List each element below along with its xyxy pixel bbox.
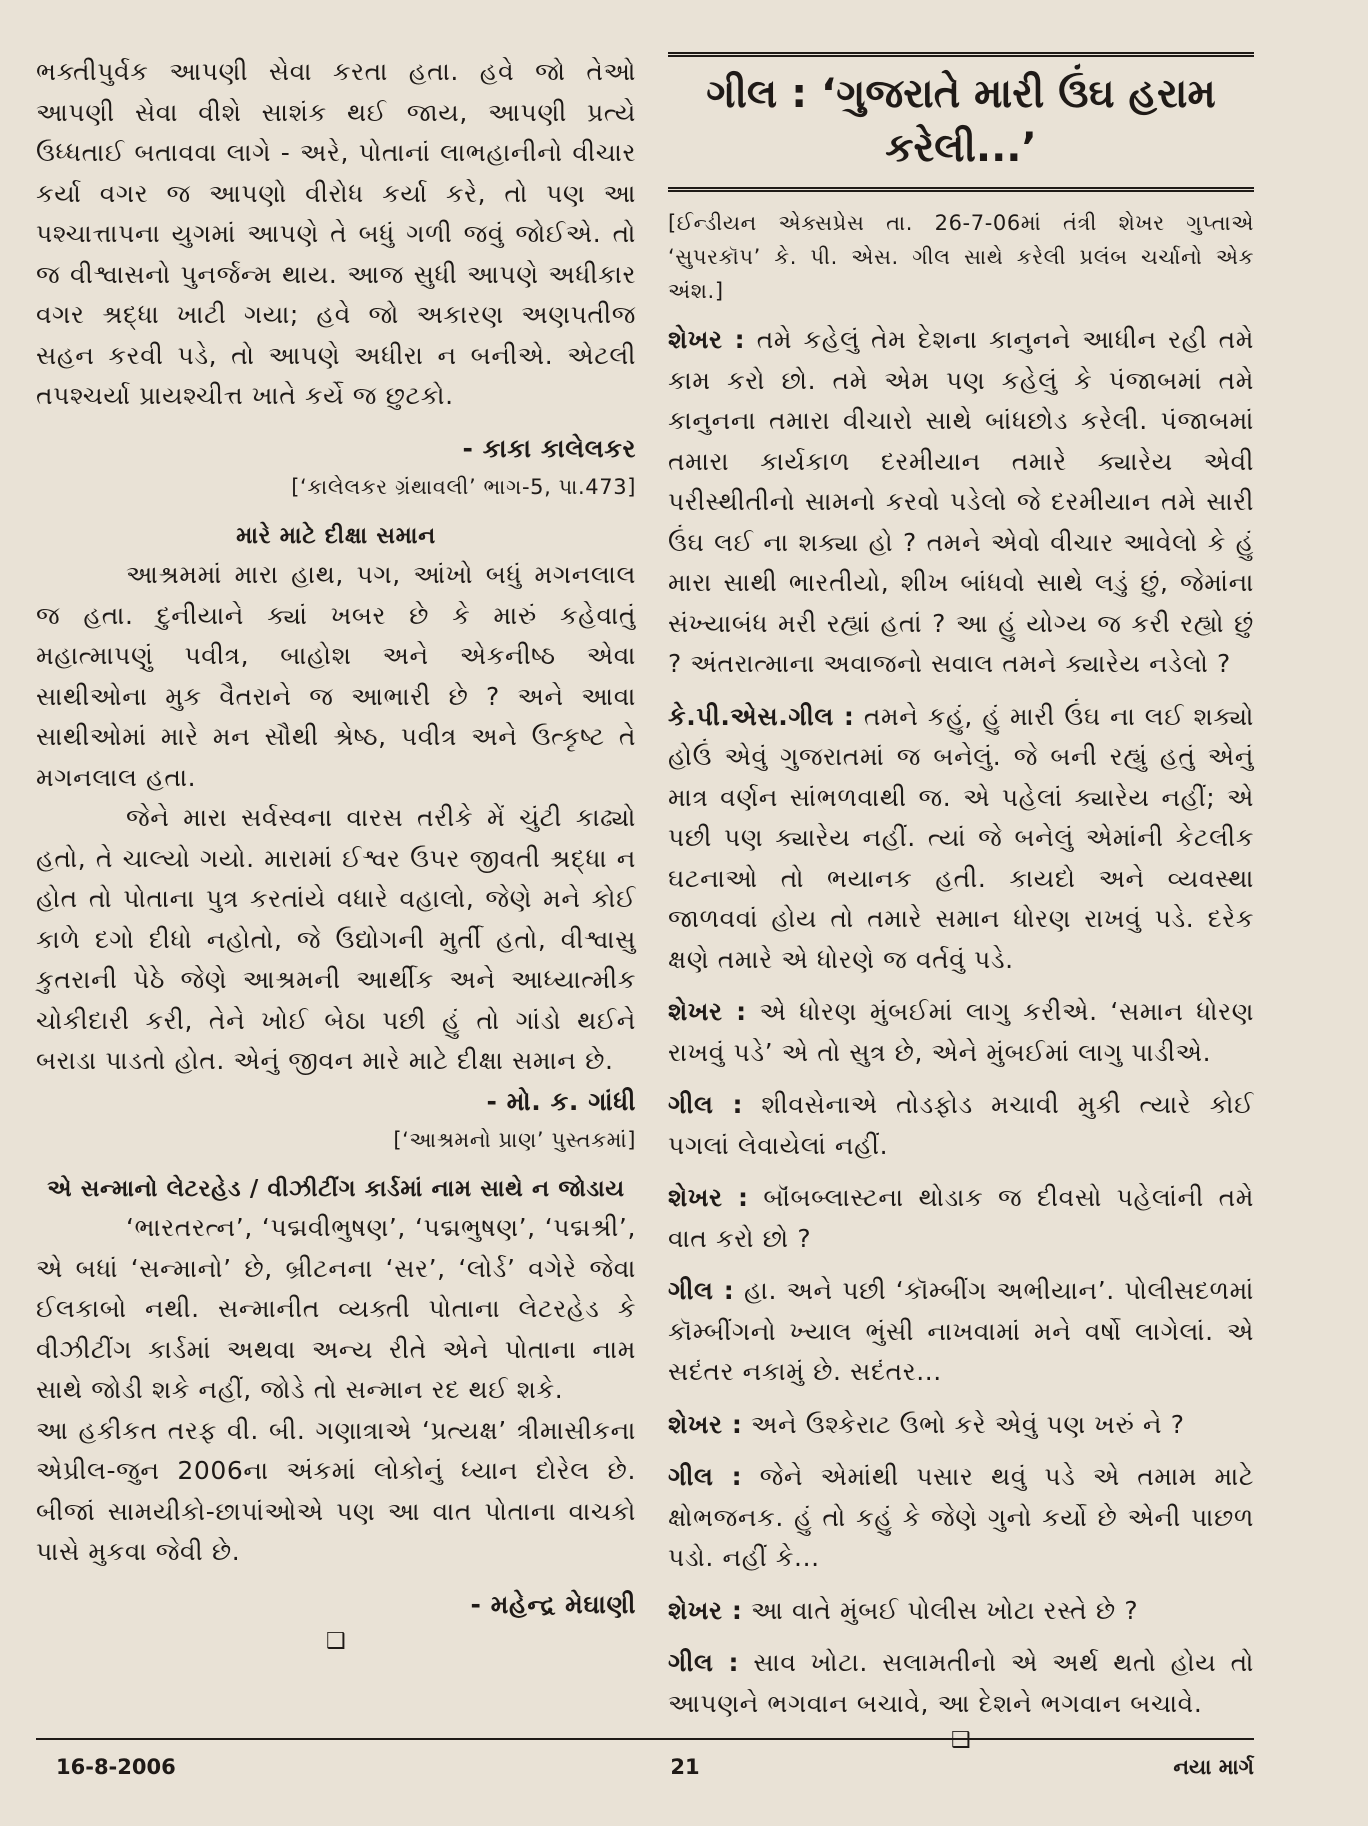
article-title: ગીલ : ‘ગુજરાતે મારી ઉંઘ હરામ કરેલી...’	[706, 71, 1216, 171]
page-number: 21	[670, 1755, 700, 1779]
speech-text: શીવસેનાએ તોડફોડ મચાવી મુકી ત્યારે કોઈ પગલાં લેવાયેલાં નહીં.	[668, 1090, 1254, 1160]
author-kaka-kalelkar: - કાકા કાલેલકર	[462, 433, 636, 463]
dialogue-line	[668, 1271, 1254, 1393]
speaker-name: શેખર :	[668, 1595, 743, 1625]
speech-text: તમે કહેલું તેમ દેશના કાનુનને આધીન રહી તમે કામ કરો છો. તમે એમ પણ કહેલું કે પંજાબમાં તમે કાનુનના તમારા વીચારો સાથે બાંધછોડ કરેલી. પંજાબમાં તમારા કાર્યકાળ દરમીયાન તમારે ક્યારેય એવી પરીસ્થીતીનો સામનો કરવો પડેલો જે દરમીયાન તમે સારી ઉંઘ લઈ ના શક્યા હો ? તમને એવો વીચાર આવેલો કે હું મારા સાથી ભારતીયો, શીખ બાંધવો સાથે લડું છું, જેમાંના સંખ્યાબંધ મરી રહ્યાં હતાં ? આ હું યોગ્ય જ કરી રહ્યો છું ? અંતરાત્માના અવાજનો સવાલ તમને ક્યારેય નડેલો ?	[668, 325, 1255, 678]
speech-text: જેને એમાંથી પસાર થવું પડે એ તમામ માટે ક્ષોભજનક. હું તો કહું કે જેણે ગુનો કર્યો છે એની પાછળ પડો. નહીં કે...	[668, 1462, 1254, 1572]
source-citation: [‘આશ્રમનો પ્રાણ’ પુસ્તકમાં]	[393, 1128, 636, 1152]
speaker-name: શેખર :	[668, 1409, 743, 1439]
dialogue-line	[668, 1085, 1254, 1166]
footer-divider	[36, 1738, 1254, 1740]
speech-text: આ વાતે મુંબઈ પોલીસ ખોટા રસ્તે છે ?	[751, 1595, 1139, 1625]
speech-text: હા. અને પછી ‘કૉમ્બીંગ અભીયાન’. પોલીસદળમાં કૉમ્બીંગનો ખ્યાલ ભુંસી નાખવામાં મને વર્ષો લાગેલાં. એ સદંતર નકામું છે. સદંતર...	[668, 1276, 1255, 1386]
right-column	[668, 52, 1254, 1758]
dialogue-line	[668, 1457, 1254, 1579]
speech-text: તમને કહું, હું મારી ઉંઘ ના લઈ શક્યો હોઉં એવું ગુજરાતમાં જ બનેલું. જે બની રહ્યું હતું એનું માત્ર વર્ણન સાંભળવાથી જ. એ પહેલાં ક્યારેય નહીં; એ પછી પણ ક્યારેય નહીં. ત્યાં જે બનેલું એમાંની કેટલીક ઘટનાઓ તો ભયાનક હતી. કાયદો અને વ્યવસ્થા જાળવવાં હોય તો તમારે સમાન ધોરણ રાખવું પડે. દરેક ક્ષણે તમારે એ ધોરણે જ વર્તવું પડે.	[668, 701, 1254, 974]
left-column	[36, 52, 636, 1659]
paragraph: આ હકીકત તરફ વી. બી. ગણાત્રાએ ‘પ્રત્યક્ષ’ ત્રીમાસીકના એપ્રીલ-જુન 2006ના અંકમાં લોકોનું ધ્યાન દોરેલ છે. બીજાં સામયીકો-છાપાંઓએ પણ આ વાત પોતાના વાચકો પાસે મુકવા જેવી છે.	[36, 1415, 636, 1566]
paragraph: આશ્રમમાં મારા હાથ, પગ, આંખો બધું મગનલાલ જ હતા. દુનીયાને ક્યાં ખબર છે કે મારું કહેવાતું મહાત્માપણું પવીત્ર, બાહોશ અને એકનીષ્ઠ એવા સાથીઓના મુક વૈતરાને જ આભારી છે ? અને આવા સાથીઓમાં મારે મન સૌથી શ્રેષ્ઠ, પવીત્ર અને ઉત્કૃષ્ટ તે મગનલાલ હતા.	[36, 560, 636, 792]
speech-text: અને ઉશ્કેરાટ ઉભો કરે એવું પણ ખરું ને ?	[751, 1409, 1185, 1439]
paragraph: ‘ભારતરત્ન’, ‘પદ્મવીભુષણ’, ‘પદ્મભુષણ’, ‘પદ્મશ્રી’, એ બધાં ‘સન્માનો’ છે, બ્રીટનના ‘સર’, ‘લોર્ડ’ વગેરે જેવા ઈલકાબો નથી. સન્માનીત વ્યક્તી પોતાના લેટરહેડ કે વીઝીટીંગ કાર્ડમાં અથવા અન્ય રીતે એને પોતાના નામ સાથે જોડી શકે નહીં, જોડે તો સન્માન રદ થઈ શકે.	[36, 1213, 636, 1404]
dialogue-line	[668, 1643, 1254, 1724]
speaker-name: કે.પી.એસ.ગીલ :	[668, 701, 855, 731]
section-heading-diksha: મારે માટે દીક્ષા સમાન	[236, 523, 436, 549]
dialogue-line	[668, 1178, 1254, 1259]
dialogue-line	[668, 992, 1254, 1073]
issue-date: 16-8-2006	[56, 1755, 176, 1779]
magazine-name: નયા માર્ગ	[1173, 1755, 1254, 1779]
article-intro: [ઈન્ડીયન એક્સપ્રેસ તા. 26-7-06માં તંત્રી શેખર ગુપ્તાએ ‘સુપરકૉપ’ કે. પી. એસ. ગીલ સાથે કરેલી પ્રલંબ ચર્ચાનો એક અંશ.]	[668, 211, 1254, 303]
speaker-name: શેખર :	[668, 997, 747, 1026]
section-heading-sanman: એ સન્માનો લેટરહેડ / વીઝીટીંગ કાર્ડમાં નામ સાથે ન જોડાય	[47, 1176, 625, 1202]
speech-text: એ ધોરણ મુંબઈમાં લાગુ કરીએ. ‘સમાન ધોરણ રાખવું પડે’ એ તો સુત્ર છે, એને મુંબઈમાં લાગુ પાડીએ.	[668, 997, 1255, 1067]
paragraph: જેને મારા સર્વસ્વના વારસ તરીકે મેં ચુંટી કાઢ્યો હતો, તે ચાલ્યો ગયો. મારામાં ઈશ્વર ઉપર જીવતી શ્રદ્ધા ન હોત તો પોતાના પુત્ર કરતાંયે વધારે વહાલો, જેણે મને કોઈ કાળે દગો દીધો નહોતો, જે ઉદ્યોગની મુર્તી હતો, વીશ્વાસુ કુતરાની પેઠે જેણે આશ્રમની આર્થીક અને આધ્યાત્મીક ચોકીદારી કરી, તેને ખોઈ બેઠા પછી હું તો ગાંડો થઈને બરાડા પાડતો હોત. એનું જીવન મારે માટે દીક્ષા સમાન છે.	[36, 803, 636, 1075]
dialogue-line	[668, 697, 1254, 981]
article-title-box	[668, 52, 1254, 192]
speaker-name: ગીલ :	[668, 1090, 744, 1119]
speaker-name: શેખર :	[668, 325, 746, 354]
dialogue-line	[668, 1591, 1254, 1632]
interview-dialogue	[668, 320, 1254, 1724]
author-gandhi: - મો. ક. ગાંધી	[486, 1086, 636, 1116]
speaker-name: ગીલ :	[668, 1648, 740, 1677]
author-mahendra-meghani: - મહેન્દ્ર મેઘાણી	[470, 1589, 636, 1619]
source-citation: [‘કાલેલકર ગ્રંથાવલી’ ભાગ-5, પા.473]	[291, 475, 636, 499]
dialogue-line	[668, 320, 1254, 685]
speaker-name: ગીલ :	[668, 1462, 743, 1491]
end-mark-icon: ❑	[950, 1728, 972, 1753]
end-mark-icon: ❑	[325, 1629, 347, 1654]
speaker-name: ગીલ :	[668, 1276, 735, 1305]
speech-text: સાવ ખોટા. સલામતીનો એ અર્થ થતો હોય તો આપણને ભગવાન બચાવે, આ દેશને ભગવાન બચાવે.	[668, 1648, 1255, 1718]
dialogue-line	[668, 1405, 1254, 1446]
article-continuation: ભક્તીપુર્વક આપણી સેવા કરતા હતા. હવે જો તેઓ આપણી સેવા વીશે સાશંક થઈ જાય, આપણી પ્રત્યે ઉધ્ધતાઈ બતાવવા લાગે - અરે, પોતાનાં લાભહાનીનો વીચાર કર્યા વગર જ આપણો વીરોધ કર્યા કરે, તો પણ આ પશ્ચાત્તાપના યુગમાં આપણે તે બધું ગળી જવું જોઈએ. તો જ વીશ્વાસનો પુનર્જન્મ થાય. આજ સુધી આપણે અધીકાર વગર શ્રદ્ધા ખાટી ગયા; હવે જો અકારણ અણપતીજ સહન કરવી પડે, તો આપણે અધીરા ન બનીએ. એટલી તપશ્ચર્યા પ્રાયશ્ચીત્ત ખાતે કર્યે જ છુટકો.	[36, 57, 636, 410]
speaker-name: શેખર :	[668, 1183, 749, 1212]
speech-text: બૉંબબ્લાસ્ટના થોડાક જ દીવસો પહેલાંની તમે વાત કરો છો ?	[668, 1183, 1255, 1253]
